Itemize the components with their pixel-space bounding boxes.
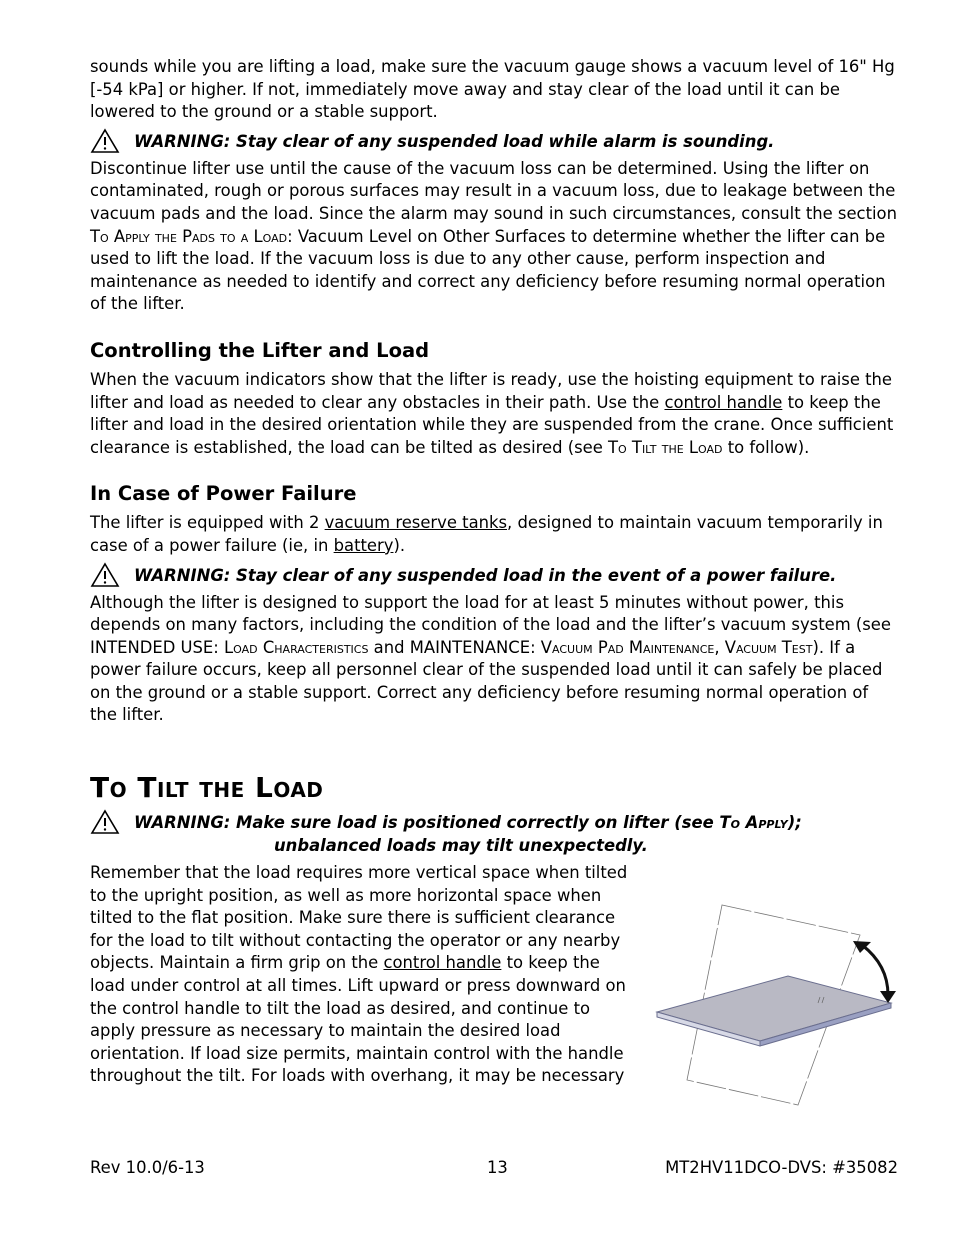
flat-load-panel <box>657 976 891 1041</box>
footer-model: MT2HV11DCO-DVS: #35082 <box>665 1158 898 1177</box>
p3-text-a: When the vacuum indicators show that the lifter is ready, use the hoisting equipment to raise the lifter and load as needed to clear any obstacles in their path. Use the <box>90 369 893 412</box>
footer-revision: Rev 10.0/6-13 <box>90 1158 205 1177</box>
tilt-load-illustration <box>650 895 900 1115</box>
p2-text-b: : Vacuum Level on Other Surfaces to determine whether the lifter can be used to lift the load. If the vacuum loss is due to any other cause, perform inspection and maintenance as needed to identify and correct any deficiency before resuming normal operation of the lifter. <box>90 226 886 314</box>
p3-text-b: to keep the lifter and load in the desired orientation while they are suspended from the crane. Once sufficient clearance is established, the load can be tilted as desired (see <box>90 392 894 457</box>
section-ref-apply: To Apply <box>719 813 788 833</box>
heading-tilt-load: To Tilt the Load <box>90 771 324 805</box>
warning-power-text: WARNING: Stay clear of any suspended load in the event of a power failure. <box>134 565 837 585</box>
battery-term: battery <box>333 535 394 555</box>
warning-triangle-icon <box>90 809 120 835</box>
p5-text-a: Although the lifter is designed to support the load for at least 5 minutes without power, this depends on many factors, including the condition of the load and the lifter’s vacuum system (see INTENDED USE: <box>90 592 891 657</box>
warning-power <box>90 564 898 587</box>
paragraph-power-support <box>90 592 898 728</box>
warning-tilt-text-line2: unbalanced loads may tilt unexpectedly. <box>274 836 648 856</box>
p2-text-a: Discontinue lifter use until the cause of the vacuum loss can be determined. Using the lifter on contaminated, rough or porous surfaces may result in a vacuum loss, due to leakage between the vacuum pads and the load. Since the alarm may sound in such circumstances, consult the section <box>90 158 897 223</box>
paragraph-vacuum-gauge: sounds while you are lifting a load, make sure the vacuum gauge shows a vacuum level of 16" Hg [-54 kPa] or higher. If not, immediately move away and stay clear of the load until it can be lowered to the ground or a stable support. <box>90 57 895 122</box>
footer-page-number: 13 <box>487 1158 508 1177</box>
control-handle-term: control handle <box>383 953 502 973</box>
section-ref-tilt: To Tilt the Load <box>608 437 723 457</box>
warning-alarm <box>90 130 898 153</box>
warning-alarm-text: WARNING: Stay clear of any suspended load while alarm is sounding. <box>134 131 775 151</box>
p4-text-b: , designed to maintain vacuum temporarily in case of a power failure (ie, in <box>90 513 883 555</box>
p4-text-a: The lifter is equipped with 2 <box>90 513 325 533</box>
p6-text-a: Remember that the load requires more vertical space when tilted to the upright position, as well as more horizontal space when tilted to the flat position. Make sure there is sufficient clearance for the load to tilt without contacting the operator or any nearby objects. Maintain a firm grip on the <box>90 863 628 973</box>
paragraph-discontinue <box>90 158 898 316</box>
vacuum-reserve-tanks-term: vacuum reserve tanks <box>324 513 508 533</box>
tilt-arrow-icon <box>862 945 888 995</box>
warning-triangle-icon <box>90 128 120 154</box>
heading-power-failure: In Case of Power Failure <box>90 482 357 506</box>
warning-tilt <box>90 811 898 857</box>
control-handle-term: control handle <box>664 392 783 412</box>
paragraph-reserve-tanks <box>90 512 898 557</box>
warning-tilt-text-a: WARNING: Make sure load is positioned correctly on lifter (see <box>134 813 720 833</box>
p4-text-c: ). <box>393 535 406 555</box>
section-ref-load-characteristics: Load Characteristics <box>224 637 369 657</box>
section-ref-vacuum-pad: Vacuum Pad Maintenance, Vacuum Test <box>540 637 813 657</box>
p3-text-c: to follow). <box>722 437 810 457</box>
paragraph-tilt-clearance <box>90 862 638 1088</box>
warning-triangle-icon <box>90 562 120 588</box>
p5-text-b: and MAINTENANCE: <box>368 637 541 657</box>
p5-text-c: ). If a power failure occurs, keep all personnel clear of the suspended load until it can safely be placed on the ground or a stable support. Correct any deficiency before resuming normal operation of the lifter. <box>90 637 883 725</box>
p6-text-b: to keep the load under control at all times. Lift upward or press downward on the control handle to tilt the load as desired, and continue to apply pressure as necessary to maintain the desired load orientation. If load size permits, maintain control with the handle throughout the tilt. For loads with overhang, it may be necessary <box>90 953 626 1086</box>
warning-tilt-text-b: ); <box>787 813 802 833</box>
section-ref-apply-pads: To Apply the Pads to a Load <box>90 226 288 246</box>
heading-controlling: Controlling the Lifter and Load <box>90 338 430 362</box>
paragraph-controlling <box>90 369 898 459</box>
